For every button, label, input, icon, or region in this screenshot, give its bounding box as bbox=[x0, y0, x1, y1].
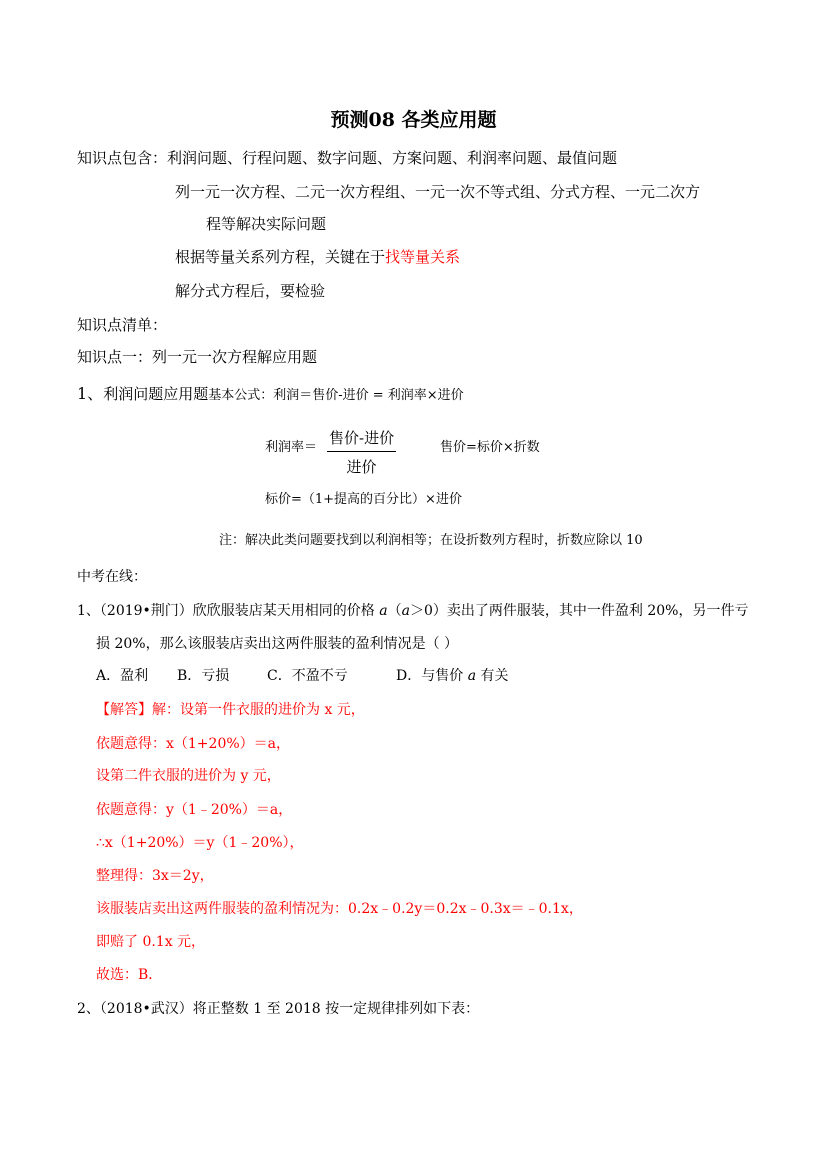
q1-option-d bbox=[396, 669, 509, 683]
knowledge-line-2: 列一元一次方程、二元一次方程组、一元一次不等式组、分式方程、一元二次方 bbox=[175, 183, 701, 201]
profit-rate-fraction bbox=[327, 427, 396, 477]
knowledge-intro-label: 知识点包含： bbox=[77, 149, 168, 167]
knowledge-line-5: 解分式方程后，要检验 bbox=[175, 282, 326, 300]
solution-line: ∴x（1+20%）＝y（1﹣20%）， bbox=[96, 835, 304, 851]
solution-line: 依题意得：x（1+20%）＝a， bbox=[96, 736, 290, 752]
knowledge-intro-text: 利润问题、行程问题、数字问题、方案问题、利润率问题、最值问题 bbox=[167, 149, 618, 167]
q1-option-d-var: a bbox=[467, 668, 477, 684]
q1-var-a-2: a bbox=[401, 603, 410, 619]
solution-line: 设第二件衣服的进价为 y 元， bbox=[96, 768, 281, 784]
q1-line-1-a: 1、（2019•荆门）欣欣服装店某天用相同的价格 bbox=[77, 603, 380, 619]
solution-line: 整理得：3x＝2y， bbox=[96, 868, 214, 884]
q1-line-2: 损 20%，那么该服装店卖出这两件服装的盈利情况是（ ） bbox=[96, 636, 459, 652]
fraction-denominator: 进价 bbox=[346, 458, 377, 476]
mark-price-formula: 标价=（1+提高的百分比）×进价 bbox=[265, 492, 462, 507]
q1-line-1 bbox=[77, 604, 748, 618]
q1-option-c: C．不盈不亏 bbox=[267, 668, 348, 684]
q1-option-b: B．亏损 bbox=[177, 668, 230, 684]
q1-option-d-prefix: D．与售价 bbox=[396, 668, 468, 684]
formula-heading-num: 1、 bbox=[77, 384, 104, 403]
solution-line: 依题意得：y（1﹣20%）＝a， bbox=[96, 802, 293, 818]
knowledge-line-3: 程等解决实际问题 bbox=[206, 215, 327, 233]
point1-heading: 知识点一：列一元一次方程解应用题 bbox=[77, 348, 318, 366]
solution-line: 【解答】解：设第一件衣服的进价为 x 元， bbox=[96, 702, 365, 718]
fraction-numerator: 售价-进价 bbox=[329, 429, 395, 447]
q1-var-a: a bbox=[379, 603, 388, 619]
profit-rate-label: 利润率＝ bbox=[265, 440, 318, 455]
knowledge-intro bbox=[77, 151, 617, 166]
formula-heading-big: 利润问题应用题 bbox=[103, 385, 209, 403]
q1-line-1-c: ＞0）卖出了两件服装，其中一件盈利 20%，另一件亏 bbox=[409, 603, 749, 619]
sale-price-formula: 售价=标价×折数 bbox=[440, 440, 540, 455]
exam-heading: 中考在线： bbox=[77, 569, 147, 585]
solution-line: 故选：B． bbox=[96, 967, 163, 983]
q1-option-d-suffix: 有关 bbox=[476, 668, 509, 684]
knowledge-line-4 bbox=[175, 250, 460, 265]
solution-line: 该服装店卖出这两件服装的盈利情况为：0.2x﹣0.2y＝0.2x﹣0.3x＝﹣0.1x， bbox=[96, 901, 583, 917]
formula-note: 注：解决此类问题要找到以利润相等；在设折数列方程时，折数应除以 10 bbox=[219, 533, 643, 548]
formula-heading-small: 基本公式：利润＝售价-进价 = 利润率×进价 bbox=[208, 388, 464, 403]
q1-line-1-b: （ bbox=[387, 603, 402, 619]
solution-line: 即赔了 0.1x 元， bbox=[96, 934, 206, 950]
page-title: 预测08 各类应用题 bbox=[330, 109, 497, 131]
q1-option-a: A．盈利 bbox=[96, 668, 149, 684]
q2-text: 2、（2018•武汉）将正整数 1 至 2018 按一定规律排列如下表： bbox=[77, 1001, 480, 1017]
knowledge-highlight: 找等量关系 bbox=[385, 248, 461, 266]
formula-heading bbox=[77, 386, 464, 402]
list-heading: 知识点清单： bbox=[77, 316, 168, 334]
knowledge-line-4-prefix: 根据等量关系列方程，关键在于 bbox=[175, 248, 386, 266]
